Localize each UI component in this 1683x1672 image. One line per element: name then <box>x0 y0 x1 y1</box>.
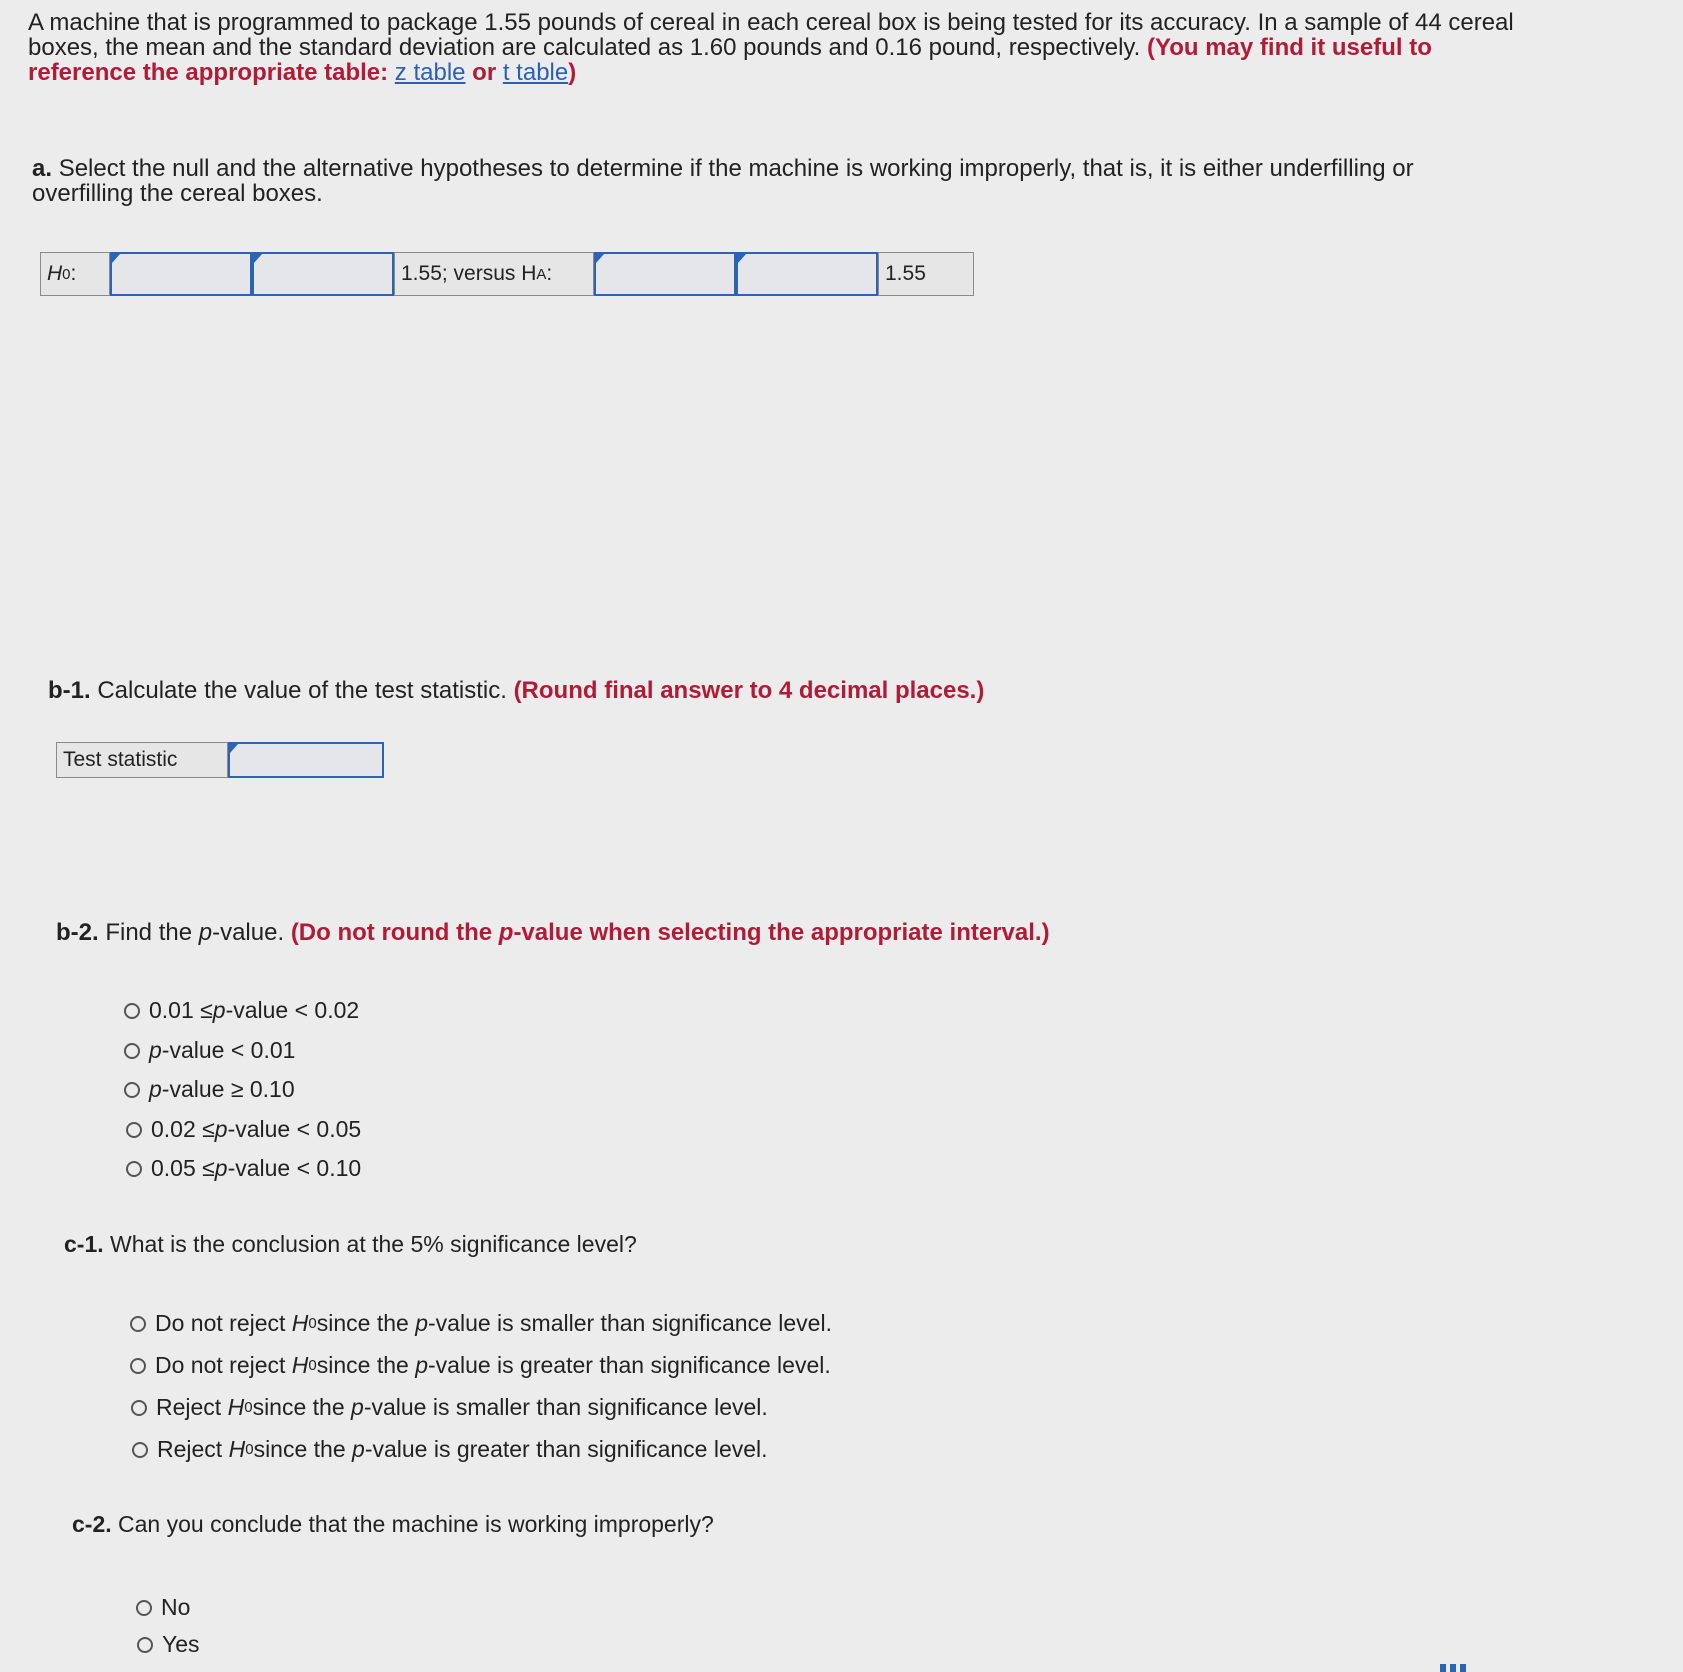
problem-intro-text: A machine that is programmed to package 1.55 pounds of cereal in each cereal box is being tested for its accuracy. In a sample of 44 cereal boxes, the mean and the standard deviation are calculated as 1.60 pounds and 0.16 pound, respectively. <box>28 9 1514 61</box>
ha-operator-dropdown[interactable] <box>736 252 878 296</box>
option-text-pre: 0.02 ≤ <box>151 1116 215 1142</box>
radio-circle-icon[interactable] <box>124 1043 140 1059</box>
conclusion-option-3[interactable] <box>131 1394 768 1421</box>
part-c1-label: c-1. <box>64 1231 104 1257</box>
option-text-hsub: 0 <box>308 1357 317 1374</box>
option-text-p: p <box>352 1436 365 1462</box>
option-text-h: H <box>228 1436 246 1462</box>
option-text-post: -value is smaller than significance level. <box>363 1394 768 1420</box>
h0-parameter-dropdown[interactable] <box>110 252 252 296</box>
hypotheses-row <box>40 252 974 296</box>
h0-operator-dropdown[interactable] <box>252 252 394 296</box>
versus-text: 1.55; versus H <box>401 262 537 285</box>
option-text-mid: since the <box>316 1352 409 1378</box>
part-c1-text: What is the conclusion at the 5% significance level? <box>110 1231 637 1257</box>
option-text-p: p <box>415 1352 429 1378</box>
h0-colon: : <box>70 262 77 285</box>
part-a-label: a. <box>32 155 53 182</box>
test-statistic-label: Test statistic <box>63 748 178 771</box>
pvalue-option-3[interactable] <box>124 1076 295 1103</box>
ha-subscript: A <box>536 265 547 283</box>
radio-circle-icon[interactable] <box>131 1400 147 1416</box>
option-text-h: H <box>291 1310 309 1336</box>
option-text-pre: Reject <box>157 1436 223 1462</box>
option-text-mid: since the <box>252 1394 345 1420</box>
test-statistic-input[interactable] <box>228 742 384 778</box>
improper-option-no[interactable] <box>136 1594 190 1621</box>
pvalue-option-2[interactable] <box>124 1037 295 1064</box>
option-text-hsub: 0 <box>244 1399 253 1416</box>
part-b1-note: (Round final answer to 4 decimal places.) <box>513 677 985 704</box>
conclusion-option-4[interactable] <box>132 1436 768 1463</box>
part-b1-label: b-1. <box>48 677 91 704</box>
problem-statement <box>28 10 1518 85</box>
option-text-post: -value is smaller than significance level. <box>428 1310 832 1336</box>
part-c1-question <box>64 1232 1064 1257</box>
part-c2-label: c-2. <box>72 1511 112 1537</box>
option-text-mid: since the <box>316 1310 409 1336</box>
option-text-h: H <box>291 1352 309 1378</box>
option-text-post: -value < 0.02 <box>225 997 360 1023</box>
option-text-p: p <box>149 1076 162 1102</box>
improper-option-yes[interactable] <box>137 1631 200 1658</box>
part-b2-text-p: p <box>198 919 213 946</box>
option-text-post: -value < 0.05 <box>227 1116 362 1142</box>
option-text-hsub: 0 <box>308 1315 317 1332</box>
radio-circle-icon[interactable] <box>132 1442 148 1458</box>
part-b2-note-pre: (Do not round the <box>290 919 499 946</box>
radio-circle-icon[interactable] <box>126 1161 142 1177</box>
radio-circle-icon[interactable] <box>126 1122 142 1138</box>
grid-menu-icon[interactable] <box>1440 1664 1468 1672</box>
option-text-post: -value ≥ 0.10 <box>161 1076 295 1102</box>
part-b2-text-post: -value. <box>212 919 285 946</box>
option-text-p: p <box>214 1116 228 1142</box>
versus-label-cell <box>394 252 594 296</box>
ha-value-cell <box>878 252 974 296</box>
part-b2-note-p: p <box>498 919 514 946</box>
conclusion-option-1[interactable] <box>130 1310 832 1337</box>
option-text-h: H <box>227 1394 245 1420</box>
option-text-post: -value is greater than significance level. <box>428 1352 831 1378</box>
part-b2-note <box>291 919 1050 946</box>
part-c2-question <box>72 1512 1072 1537</box>
part-b2-label: b-2. <box>56 919 99 946</box>
part-b2-question <box>56 920 1256 945</box>
option-text-post: -value is greater than significance level. <box>364 1436 768 1462</box>
radio-circle-icon[interactable] <box>137 1637 153 1653</box>
part-b2-note-post: -value when selecting the appropriate interval.) <box>513 919 1050 946</box>
t-table-link[interactable]: t table <box>502 59 569 86</box>
part-b1-question <box>48 678 1248 703</box>
ha-value: 1.55 <box>885 262 926 285</box>
part-b2-text-pre: Find the <box>105 919 199 946</box>
option-text-pre: Reject <box>156 1394 222 1420</box>
h0-label-cell <box>40 252 110 296</box>
part-a-question <box>32 156 1502 206</box>
part-b1-text: Calculate the value of the test statistic. <box>97 677 507 704</box>
note-suffix: ) <box>568 59 577 86</box>
h0-subscript: 0 <box>62 265 71 283</box>
option-text-mid: since the <box>253 1436 346 1462</box>
radio-circle-icon[interactable] <box>124 1003 140 1019</box>
pvalue-option-1[interactable] <box>124 997 359 1024</box>
option-text-pre: 0.01 ≤ <box>149 997 213 1023</box>
option-text-p: p <box>149 1037 162 1063</box>
option-label: No <box>161 1594 191 1620</box>
test-statistic-label-cell <box>56 742 228 778</box>
h0-symbol: H <box>47 262 63 285</box>
option-text-post: -value < 0.10 <box>227 1155 362 1181</box>
option-text-pre: Do not reject <box>155 1310 286 1336</box>
option-text-pre: Do not reject <box>155 1352 286 1378</box>
radio-circle-icon[interactable] <box>130 1316 146 1332</box>
conclusion-option-2[interactable] <box>130 1352 831 1379</box>
option-text-p: p <box>351 1394 364 1420</box>
radio-circle-icon[interactable] <box>130 1358 146 1374</box>
part-a-text: Select the null and the alternative hypotheses to determine if the machine is working improperly, that is, it is either underfilling or overfilling the cereal boxes. <box>32 155 1414 207</box>
option-text-p: p <box>212 997 226 1023</box>
option-text-post: -value < 0.01 <box>161 1037 296 1063</box>
note-prefix: (You may find it useful to reference the appropriate table: <box>28 34 1432 86</box>
option-text-hsub: 0 <box>245 1441 254 1458</box>
ha-parameter-dropdown[interactable] <box>594 252 736 296</box>
option-text-p: p <box>415 1310 429 1336</box>
pvalue-option-4[interactable] <box>126 1116 361 1143</box>
option-text-pre: 0.05 ≤ <box>151 1155 215 1181</box>
z-table-link[interactable]: z table <box>394 59 466 86</box>
test-statistic-row <box>56 742 384 778</box>
pvalue-option-5[interactable] <box>126 1155 361 1182</box>
radio-circle-icon[interactable] <box>136 1600 152 1616</box>
option-label: Yes <box>162 1631 200 1657</box>
option-text-p: p <box>214 1155 228 1181</box>
radio-circle-icon[interactable] <box>124 1082 140 1098</box>
ha-colon: : <box>546 262 553 285</box>
or-text: or <box>472 59 497 86</box>
part-c2-text: Can you conclude that the machine is working improperly? <box>118 1511 714 1537</box>
